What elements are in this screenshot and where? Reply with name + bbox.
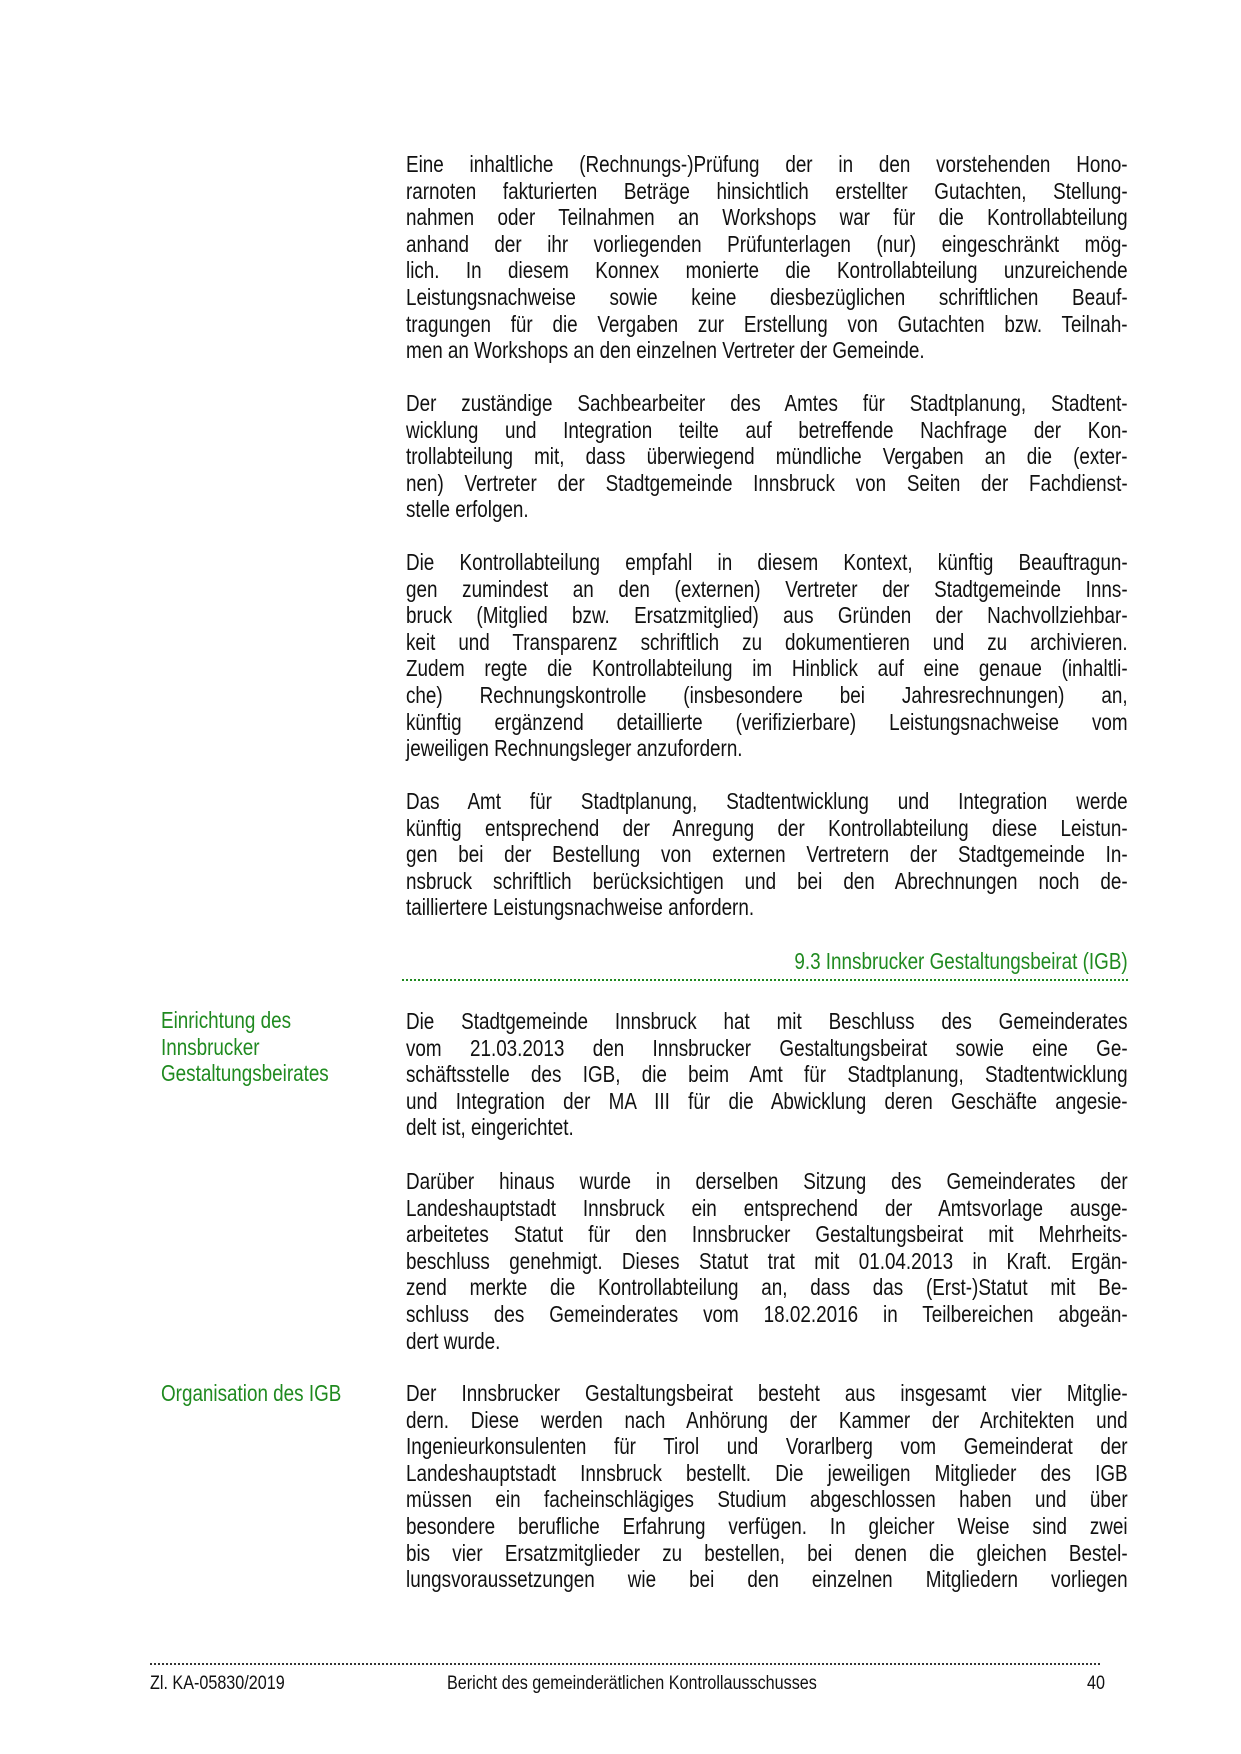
body-paragraph xyxy=(406,1380,1128,1593)
paragraph-line: jeweiligen Rechnungsleger anzufordern. xyxy=(406,735,743,762)
paragraph-line: künftig ergänzend detaillierte (verifizierbare) Leistungsnachweise vom xyxy=(406,708,1128,735)
margin-note-line: Organisation des IGB xyxy=(161,1380,342,1406)
paragraph-line: arbeitetes Statut für den Innsbrucker Gestaltungsbeirat mit Mehrheits- xyxy=(406,1221,1128,1248)
paragraph-line: dern. Diese werden nach Anhörung der Kammer der Architekten und xyxy=(406,1406,1128,1433)
paragraph-line: stelle erfolgen. xyxy=(406,496,529,523)
section-heading xyxy=(402,948,1128,975)
paragraph-line: che) Rechnungskontrolle (insbesondere bei Jahresrechnungen) an, xyxy=(406,681,1128,708)
paragraph-line: Der Innsbrucker Gestaltungsbeirat besteht aus insgesamt vier Mitglie- xyxy=(406,1380,1128,1406)
paragraph-line: und Integration der MA III für die Abwicklung deren Geschäfte angesie- xyxy=(406,1087,1128,1114)
body-paragraph xyxy=(406,1168,1128,1354)
paragraph-line: trollabteilung mit, dass überwiegend mündliche Vergaben an die (exter- xyxy=(406,443,1128,470)
paragraph-line: gen zumindest an den (externen) Vertreter der Stadtgemeinde Inns- xyxy=(406,575,1128,602)
paragraph-line: anhand der ihr vorliegenden Prüfunterlagen (nur) eingeschränkt mög- xyxy=(406,230,1128,257)
paragraph-line: dert wurde. xyxy=(406,1327,501,1354)
section-heading-divider xyxy=(402,979,1128,981)
paragraph-line: tragungen für die Vergaben zur Erstellung von Gutachten bzw. Teilnah- xyxy=(406,310,1128,337)
footer-divider xyxy=(150,1663,1100,1665)
paragraph-line: keit und Transparenz schriftlich zu dokumentieren und zu archivieren. xyxy=(406,628,1128,655)
margin-note xyxy=(161,1380,421,1407)
paragraph-line: nahmen oder Teilnahmen an Workshops war für die Kontrollabteilung xyxy=(406,204,1128,231)
paragraph-line: müssen ein facheinschlägiges Studium abgeschlossen haben und über xyxy=(406,1486,1128,1513)
paragraph-line: zend merkte die Kontrollabteilung an, dass das (Erst-)Statut mit Be- xyxy=(406,1274,1128,1301)
body-paragraph xyxy=(406,151,1128,364)
paragraph-line: schäftsstelle des IGB, die beim Amt für Stadtplanung, Stadtentwicklung xyxy=(406,1061,1128,1088)
paragraph-line: bis vier Ersatzmitglieder zu bestellen, bei denen die gleichen Bestel- xyxy=(406,1539,1128,1566)
paragraph-line: tailliertere Leistungsnachweise anfordern. xyxy=(406,894,755,921)
paragraph-line: vom 21.03.2013 den Innsbrucker Gestaltungsbeirat sowie eine Ge- xyxy=(406,1034,1128,1061)
paragraph-line: Leistungsnachweise sowie keine diesbezüglichen schriftlichen Beauf- xyxy=(406,283,1128,310)
body-paragraph xyxy=(406,390,1128,523)
paragraph-line: lich. In diesem Konnex monierte die Kontrollabteilung unzureichende xyxy=(406,257,1128,284)
paragraph-line: Landeshauptstadt Innsbruck bestellt. Die jeweiligen Mitglieder des IGB xyxy=(406,1459,1128,1486)
paragraph-line: lungsvoraussetzungen wie bei den einzelnen Mitgliedern vorliegen xyxy=(406,1566,1128,1593)
paragraph-line: besondere berufliche Erfahrung verfügen. In gleicher Weise sind zwei xyxy=(406,1512,1128,1539)
paragraph-line: Zudem regte die Kontrollabteilung im Hinblick auf eine genaue (inhaltli- xyxy=(406,655,1128,682)
paragraph-line: künftig entsprechend der Anregung der Kontrollabteilung diese Leistun- xyxy=(406,814,1128,841)
paragraph-line: wicklung und Integration teilte auf betreffende Nachfrage der Kon- xyxy=(406,416,1128,443)
footer-title: Bericht des gemeinderätlichen Kontrollausschusses xyxy=(447,1673,817,1694)
paragraph-line: schluss des Gemeinderates vom 18.02.2016 in Teilbereichen abgeän- xyxy=(406,1300,1128,1327)
margin-note xyxy=(161,1007,421,1087)
paragraph-line: Darüber hinaus wurde in derselben Sitzung des Gemeinderates der xyxy=(406,1168,1128,1194)
body-paragraph xyxy=(406,549,1128,762)
paragraph-line: Die Kontrollabteilung empfahl in diesem Kontext, künftig Beauftragun- xyxy=(406,549,1128,575)
section-heading-text: 9.3 Innsbrucker Gestaltungsbeirat (IGB) xyxy=(794,948,1128,974)
paragraph-line: delt ist, eingerichtet. xyxy=(406,1114,574,1141)
paragraph-line: Der zuständige Sachbearbeiter des Amtes für Stadtplanung, Stadtent- xyxy=(406,390,1128,416)
paragraph-line: men an Workshops an den einzelnen Vertreter der Gemeinde. xyxy=(406,337,925,364)
paragraph-line: Eine inhaltliche (Rechnungs-)Prüfung der in den vorstehenden Hono- xyxy=(406,151,1128,177)
paragraph-line: nen) Vertreter der Stadtgemeinde Innsbruck von Seiten der Fachdienst- xyxy=(406,469,1128,496)
paragraph-line: rarnoten fakturierten Beträge hinsichtlich erstellter Gutachten, Stellung- xyxy=(406,177,1128,204)
body-paragraph xyxy=(406,788,1128,921)
paragraph-line: Die Stadtgemeinde Innsbruck hat mit Beschluss des Gemeinderates xyxy=(406,1008,1128,1034)
body-paragraph xyxy=(406,1008,1128,1141)
paragraph-line: bruck (Mitglied bzw. Ersatzmitglied) aus Gründen der Nachvollziehbar- xyxy=(406,602,1128,629)
paragraph-line: Ingenieurkonsulenten für Tirol und Vorarlberg vom Gemeinderat der xyxy=(406,1433,1128,1460)
margin-note-line: Innsbrucker xyxy=(161,1033,260,1060)
paragraph-line: Landeshauptstadt Innsbruck ein entsprechend der Amtsvorlage ausge- xyxy=(406,1194,1128,1221)
margin-note-line: Einrichtung des xyxy=(161,1007,292,1033)
footer-reference: Zl. KA-05830/2019 xyxy=(150,1673,285,1694)
paragraph-line: gen bei der Bestellung von externen Vertretern der Stadtgemeinde In- xyxy=(406,841,1128,868)
paragraph-line: nsbruck schriftlich berücksichtigen und bei den Abrechnungen noch de- xyxy=(406,867,1128,894)
margin-note-line: Gestaltungsbeirates xyxy=(161,1060,329,1087)
page-number: 40 xyxy=(1087,1673,1105,1694)
paragraph-line: Das Amt für Stadtplanung, Stadtentwicklung und Integration werde xyxy=(406,788,1128,814)
paragraph-line: beschluss genehmigt. Dieses Statut trat mit 01.04.2013 in Kraft. Ergän- xyxy=(406,1247,1128,1274)
